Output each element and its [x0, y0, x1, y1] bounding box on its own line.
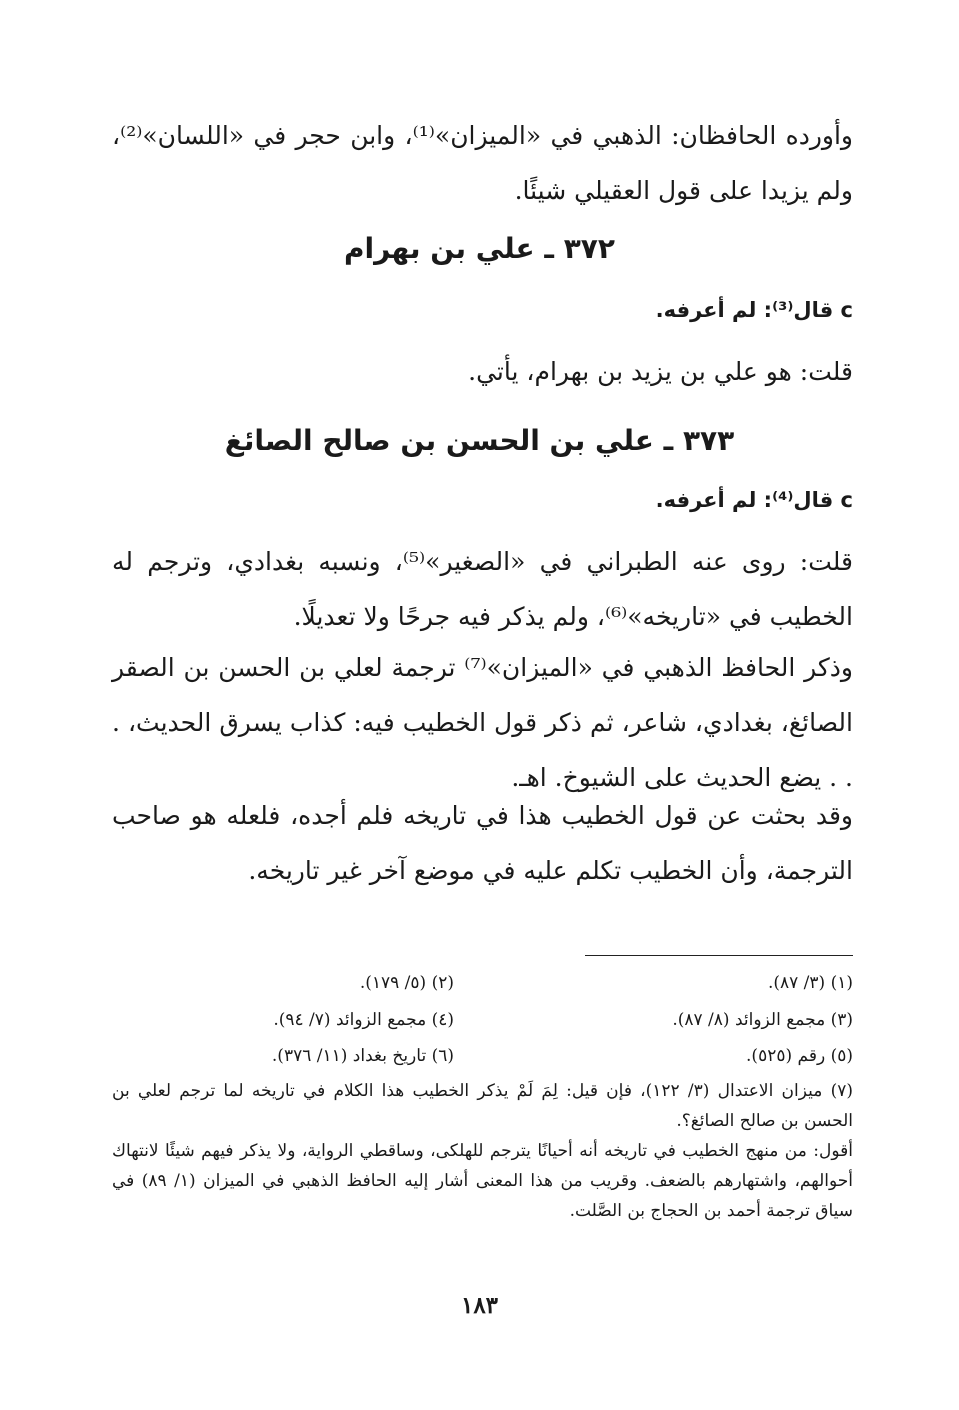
entry-heading-372: ٣٧٢ ـ علي بن بهرام — [344, 232, 615, 265]
entry-373-qal: c قال⁽⁴⁾: لم أعرفه. — [655, 488, 853, 512]
entry-373-para-2: وذكر الحافظ الذهبي في «الميزان»⁽⁷⁾ ترجمة لعلي بن الحسن بن الصقر الصائغ، بغدادي، شاعر، ثم ذكر قول الخطيب فيه: كذاب يسرق الحديث، . . . يضع الحديث على الشيوخ. اهـ. — [112, 653, 853, 792]
entry-373-para-1: قلت: روى عنه الطبراني في «الصغير»⁽⁵⁾، ونسبه بغدادي، وترجم له الخطيب في «تاريخه»⁽⁶⁾، ولم يذكر فيه جرحًا ولا تعديلًا. — [112, 547, 853, 631]
paragraph-intro: وأورده الحافظان: الذهبي في «الميزان»⁽¹⁾، وابن حجر في «اللسان»⁽²⁾، ولم يزيدا على قول العقيلي شيئًا. — [112, 121, 853, 205]
entry-372-qal: c قال⁽³⁾: لم أعرفه. — [655, 298, 853, 322]
footnote-1: (١) (٣/ ٨٧). — [767, 973, 853, 993]
footnote-7 — [112, 1076, 853, 1226]
footnote-6: (٦) تاريخ بغداد (١١/ ٣٧٦). — [271, 1046, 454, 1066]
entry-373-para-3: وقد بحثت عن قول الخطيب هذا في تاريخه فلم أجده، فلعله هو صاحب الترجمة، وأن الخطيب تكلم عليه في موضع آخر غير تاريخه. — [112, 801, 853, 885]
footnote-4: (٤) مجمع الزوائد (٧/ ٩٤). — [273, 1010, 454, 1030]
footnote-5: (٥) رقم (٥٢٥). — [746, 1046, 853, 1066]
entry-heading-373: ٣٧٣ ـ علي بن الحسن بن صالح الصائغ — [224, 424, 735, 457]
footnote-2: (٢) (٥/ ١٧٩). — [359, 973, 454, 993]
entry-372-note: قلت: هو علي بن يزيد بن بهرام، يأتي. — [468, 357, 853, 386]
page-number: ١٨٣ — [460, 1292, 499, 1319]
footnote-7-line-1: (٧) ميزان الاعتدال (٣/ ١٢٢)، فإن قيل: لِمَ لَمْ يذكر الخطيب هذا الكلام في تاريخه لما ترجم لعلي بن الحسن بن صالح الصائغ؟. — [112, 1081, 853, 1131]
footnote-3: (٣) مجمع الزوائد (٨/ ٨٧). — [672, 1010, 853, 1030]
footnote-separator — [585, 955, 853, 956]
footnote-7-line-2: أقول: من منهج الخطيب في تاريخه أنه أحيانًا يترجم للهلكى، وساقطي الرواية، ولا يذكر فيهم شيئًا لانتهاك أحوالهم، واشتهارهم بالضعف. وقريب من هذا المعنى أشار إليه الحافظ الذهبي في الميزان (١/ ٨٩) في سياق ترجمة أحمد بن الحجاج بن الصَّلت. — [112, 1141, 854, 1221]
